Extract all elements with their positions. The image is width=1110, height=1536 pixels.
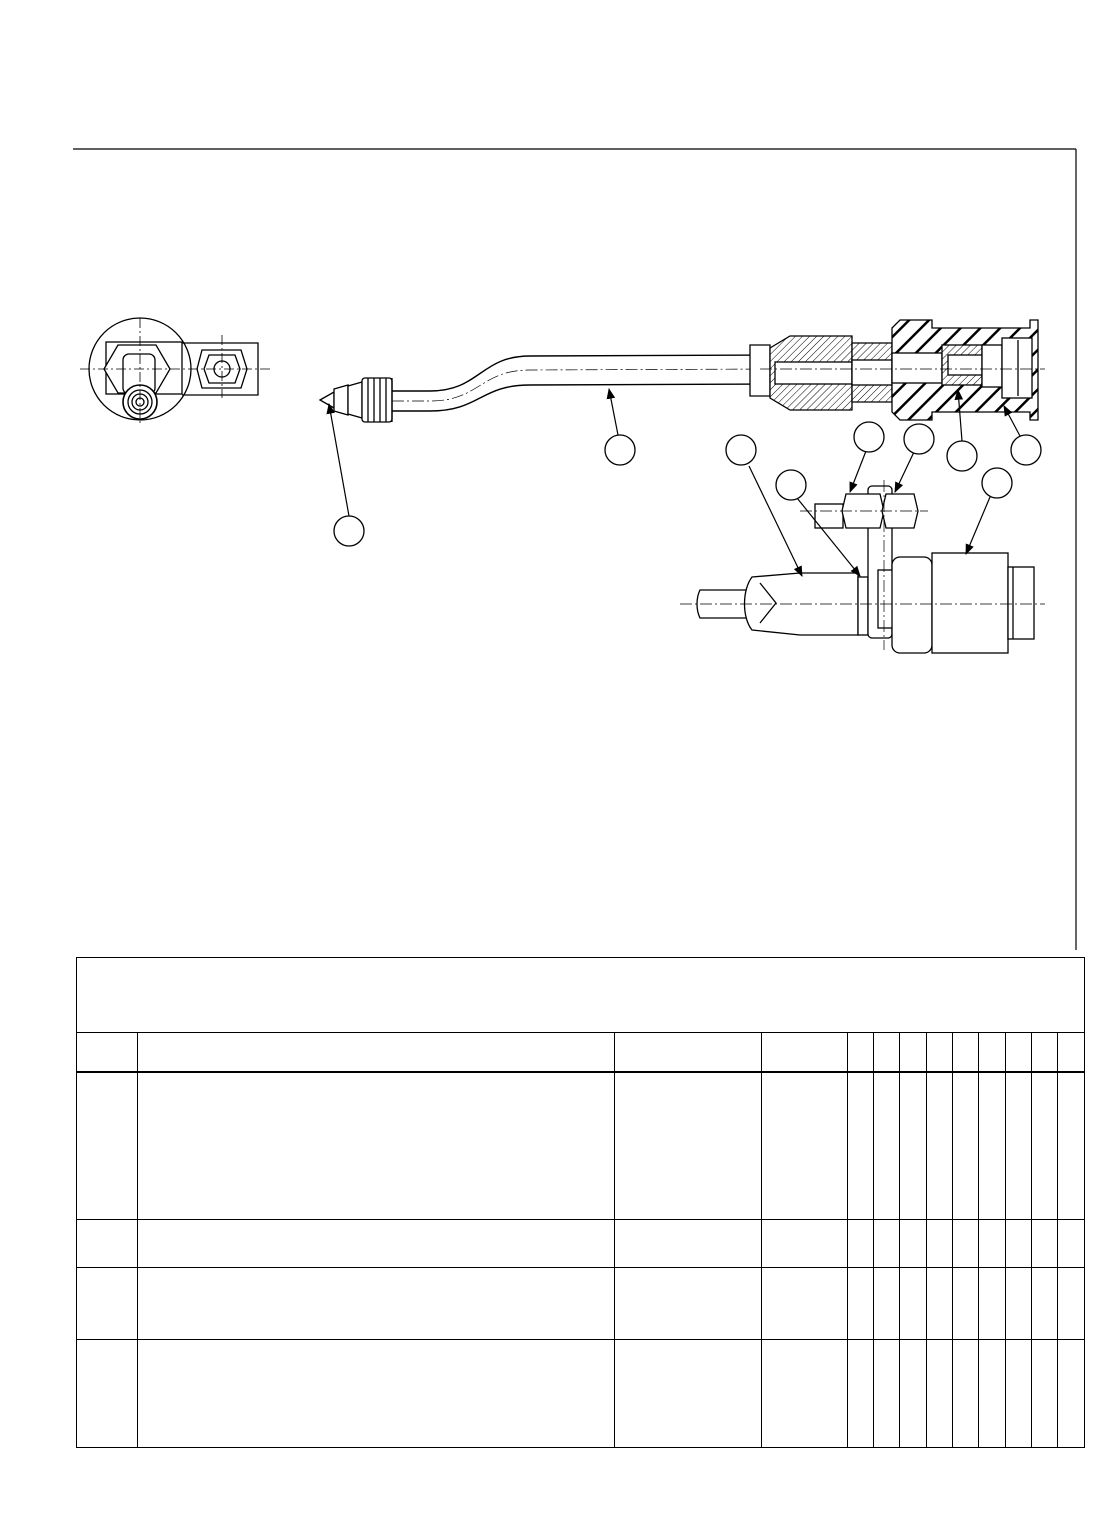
row-item <box>77 1220 137 1266</box>
callout-housing <box>947 441 977 471</box>
page-frame <box>73 149 1076 950</box>
header-part-number <box>615 1033 761 1072</box>
header-item <box>77 1033 137 1072</box>
row-part-number <box>615 1268 761 1338</box>
row-qty <box>762 1074 847 1218</box>
row-part-number <box>615 1074 761 1218</box>
callout-pin <box>776 470 806 500</box>
row-description <box>138 1268 614 1338</box>
callout-tube <box>605 435 635 465</box>
callout-coupling <box>982 468 1012 498</box>
row-qty <box>762 1268 847 1338</box>
callouts <box>334 422 1041 546</box>
row-description <box>138 1340 614 1447</box>
row-part-number <box>615 1220 761 1266</box>
callout-fitting <box>726 435 756 465</box>
end-view <box>80 318 270 425</box>
callout-nut <box>854 422 884 452</box>
row-part-number <box>615 1340 761 1447</box>
row-qty <box>762 1340 847 1447</box>
row-description <box>138 1220 614 1266</box>
table-title-band <box>77 958 1084 1033</box>
callout-nozzle <box>334 516 364 546</box>
parts-list-table <box>76 957 1085 1448</box>
row-item <box>77 1074 137 1218</box>
row-item <box>77 1268 137 1338</box>
callout-insert <box>1011 435 1041 465</box>
side-view <box>680 480 1045 653</box>
tube <box>392 355 770 411</box>
header-description <box>138 1033 614 1072</box>
fitting-section <box>750 320 1045 420</box>
header-qty <box>762 1033 847 1072</box>
row-description <box>138 1074 614 1218</box>
callout-bolt <box>904 424 934 454</box>
row-qty <box>762 1220 847 1266</box>
row-item <box>77 1340 137 1447</box>
